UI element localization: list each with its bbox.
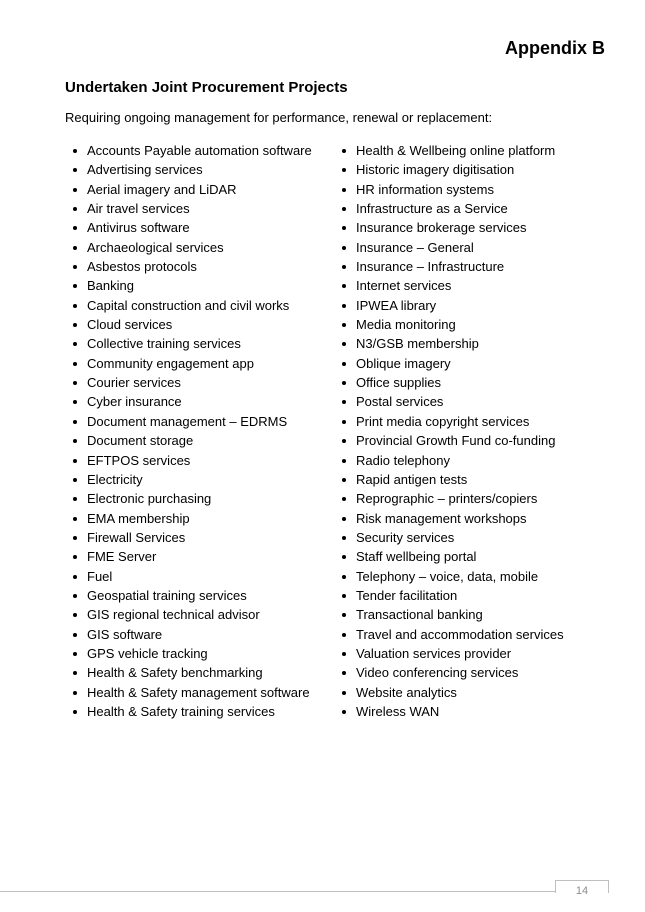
list-item: Fuel [70,567,332,586]
section-heading: Undertaken Joint Procurement Projects [65,79,348,96]
list-item: Advertising services [70,160,332,179]
left-project-list [70,141,332,721]
right-project-list [339,141,609,721]
list-item: Website analytics [339,683,609,702]
list-item: Postal services [339,392,609,411]
list-item: GIS software [70,625,332,644]
list-item: Health & Safety training services [70,702,332,721]
list-item: Health & Wellbeing online platform [339,141,609,160]
list-item: Reprographic – printers/copiers [339,489,609,508]
list-item: Health & Safety benchmarking [70,663,332,682]
list-item: Print media copyright services [339,412,609,431]
list-item: Archaeological services [70,238,332,257]
list-item: Geospatial training services [70,586,332,605]
list-item: Travel and accommodation services [339,625,609,644]
footer-rule [0,891,609,892]
appendix-label: Appendix B [504,38,605,58]
list-item: Electronic purchasing [70,489,332,508]
list-item: Firewall Services [70,528,332,547]
list-item: Insurance – Infrastructure [339,257,609,276]
list-item: FME Server [70,547,332,566]
page-number: 14 [575,885,589,897]
list-item: GPS vehicle tracking [70,644,332,663]
list-item: EMA membership [70,509,332,528]
list-item: Internet services [339,276,609,295]
list-item: EFTPOS services [70,451,332,470]
list-item: IPWEA library [339,296,609,315]
list-item: Air travel services [70,199,332,218]
list-item: Document storage [70,431,332,450]
list-item: Insurance – General [339,238,609,257]
list-item: Wireless WAN [339,702,609,721]
list-item: Media monitoring [339,315,609,334]
intro-text: Requiring ongoing management for performance, renewal or replacement: [65,110,493,125]
list-item: Provincial Growth Fund co-funding [339,431,609,450]
list-item: Tender facilitation [339,586,609,605]
list-item: Asbestos protocols [70,257,332,276]
list-item: Courier services [70,373,332,392]
list-item: N3/GSB membership [339,334,609,353]
list-item: Office supplies [339,373,609,392]
list-item: Insurance brokerage services [339,218,609,237]
page-number-box [555,880,609,897]
list-item: Banking [70,276,332,295]
list-item: Risk management workshops [339,509,609,528]
list-item: Antivirus software [70,218,332,237]
list-item: Document management – EDRMS [70,412,332,431]
list-item: Security services [339,528,609,547]
list-item: Cloud services [70,315,332,334]
list-item: Rapid antigen tests [339,470,609,489]
list-item: GIS regional technical advisor [70,605,332,624]
list-item: Accounts Payable automation software [70,141,332,160]
list-item: Community engagement app [70,354,332,373]
list-item: Staff wellbeing portal [339,547,609,566]
list-item: Video conferencing services [339,663,609,682]
list-item: Cyber insurance [70,392,332,411]
list-item: Collective training services [70,334,332,353]
list-item: Capital construction and civil works [70,296,332,315]
list-item: Electricity [70,470,332,489]
list-item: Historic imagery digitisation [339,160,609,179]
list-item: Telephony – voice, data, mobile [339,567,609,586]
list-item: Aerial imagery and LiDAR [70,180,332,199]
list-item: Transactional banking [339,605,609,624]
list-item: Health & Safety management software [70,683,332,702]
list-item: Valuation services provider [339,644,609,663]
list-item: Oblique imagery [339,354,609,373]
list-item: HR information systems [339,180,609,199]
list-item: Infrastructure as a Service [339,199,609,218]
list-item: Radio telephony [339,451,609,470]
